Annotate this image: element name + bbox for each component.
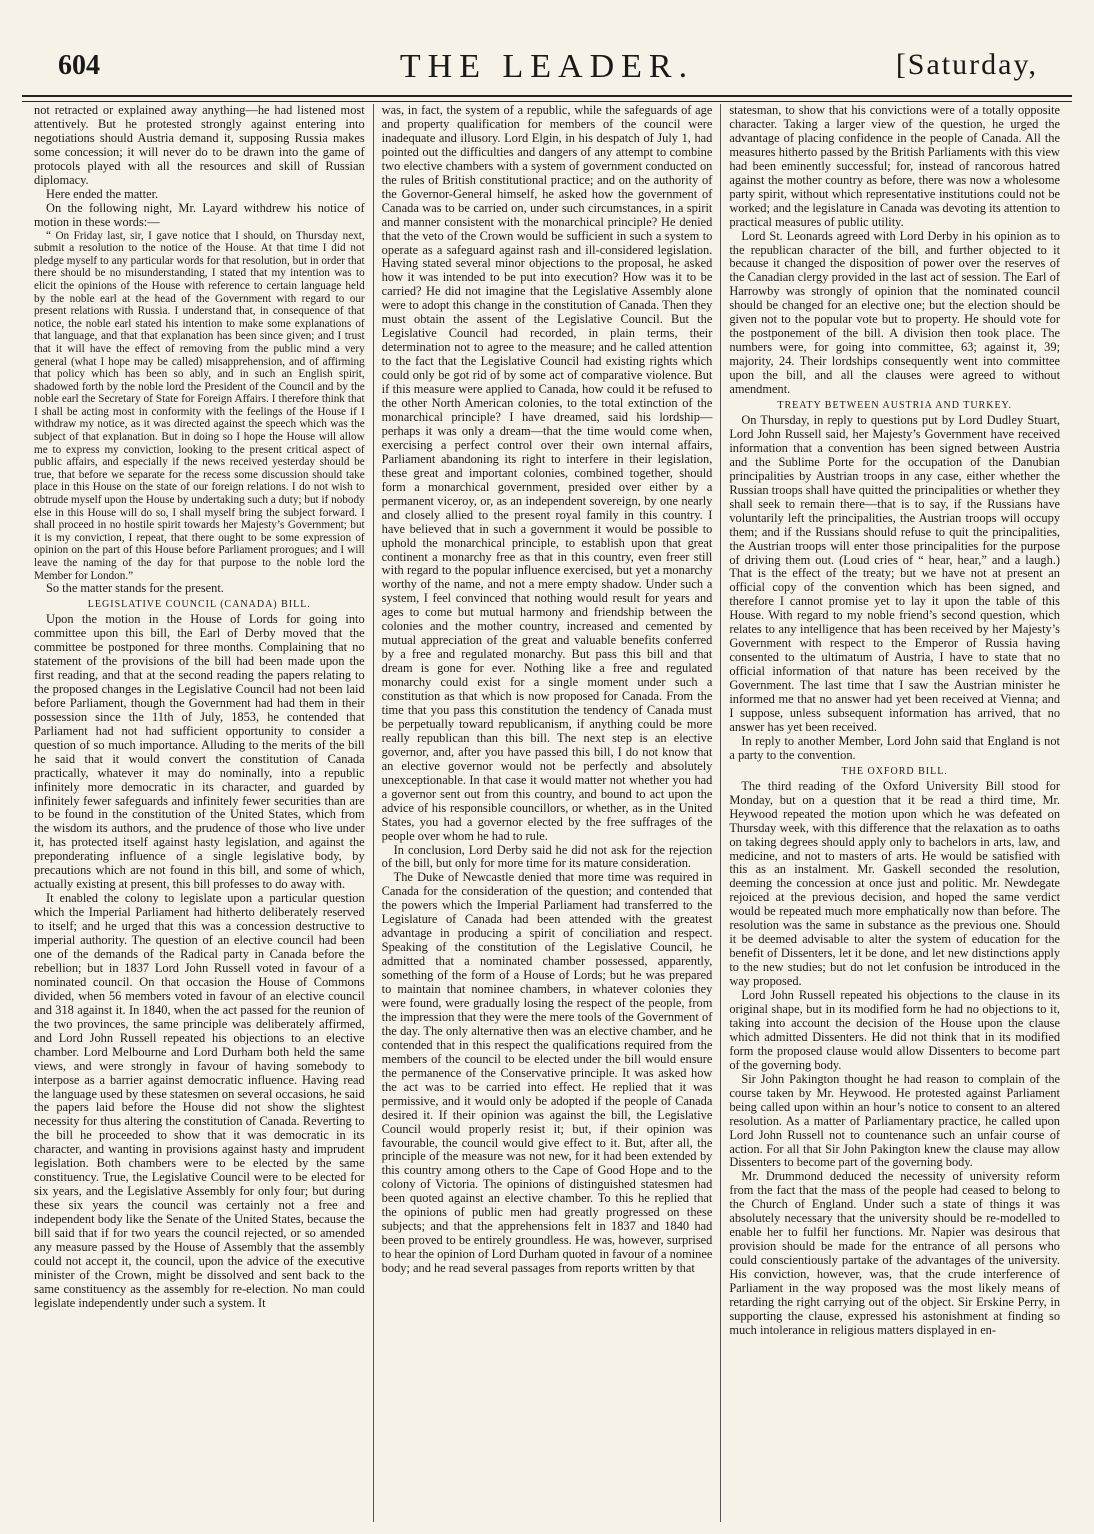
paragraph: On the following night, Mr. Layard withdrew his notice of motion in these words:— xyxy=(34,200,365,229)
paragraph: The third reading of the Oxford University Bill stood for Monday, but on a question that it be read a third time, Mr. Heywood repeated the motion upon which he was defeated on Thursday week, with this difference that the relaxation as to oaths on taking degrees should apply only to bachelors in arts, law, and medicine, and not to masters of arts. He would be satisfied with this as an instalment. Mr. Gaskell seconded the resolution, deeming the concession at once just and politic. Mr. Newdegate rejoiced at the previous decision, and hoped the same verdict would be repeated much more emphatically now than before. The resolution was the same in substance as the previous one. Should it be deemed advisable to alter the system of education for the benefit of Dissenters, let it be done, and let new distinctions apply to the new studies; but do not let confusion be introduced in the way proposed. xyxy=(729,778,1061,989)
header-rule xyxy=(22,95,1072,102)
paragraph: Sir John Pakington thought he had reason to complain of the course taken by Mr. Heywood. He protested against Parliament being called upon within an hour’s notice to consent to an altered resolution. As a matter of Parliamentary practice, he called upon Lord John Russell not to countenance such an unfair course of action. For all that Sir John Pakington knew the clause may allow Dissenters to become part of the governing body. xyxy=(729,1071,1061,1170)
paragraph: So the matter stands for the present. xyxy=(46,581,224,596)
paragraph: On Thursday, in reply to questions put by Lord Dudley Stuart, Lord John Russell said, her Majesty’s Government have received information that a convention has been signed between Austria and the Sublime Porte for the occupation of the Danubian principalities by Austrian troops in any case, either whether the Russian troops shall have quitted the principalities or whether they shall seek to remain there—that is to say, if the Russians have voluntarily left the principalities, the Austrian troops will occupy them; and if the Russians should refuse to quit the principalities, the Austrian troops will enter those principalities for the purpose of driving them out. (Loud cries of “ hear, hear,” and a laugh.) That is the effect of the treaty; but we have not at present an official copy of the convention which has been signed, and therefore I cannot promise yet to lay it upon the table of this House. With regard to my noble friend’s second question, which relates to any intelligence that has been received by her Majesty’s Government with respect to the Emperor of Russia having consented to the ultimatum of Austria, I have to state that no official information of that nature has been received by the Government. The last time that I saw the Austrian minister he informed me that no answer had yet been received at Vienna; and I suppose, unless subsequent information has arrived, that no answer has yet been received. xyxy=(729,412,1061,734)
paragraph: Mr. Drummond deduced the necessity of university reform from the fact that the mass of the people had ceased to belong to the Church of England. Under such a state of things it was absolutely necessary that the university should be re-modelled to enable her to fulfil her functions. Mr. Napier was desirous that provision should be made for the entrance of all persons who could conscientiously partake of the advantages of the university. His conviction, however, was, that the crude interference of Parliament in the way proposed was the most likely means of retarding the right carrying out of the object. Sir Erskine Perry, in supporting the clause, expressed his astonishment at finding so much intolerance in religious matters displayed in en- xyxy=(729,1169,1061,1337)
paragraph: Upon the motion in the House of Lords for going into committee upon this bill, the Earl of Derby moved that the committee be postponed for three months. Complaining that no statement of the provisions of the bill had been made upon the first reading, and that at the second reading the papers relating to the proposed changes in the Legislative Council had not been laid before Parliament, though the Government had had them in their possession since the 11th of July, 1853, he contended that Parliament had not had sufficient opportunity to consider a question of so much importance. Alluding to the merits of the bill he said that it would convert the constitution of Canada practically, whatever it may do nominally, into a republic infinitely more democratic in its character, and guarded by infinitely fewer safeguards and infinitely fewer securities than are to be found in the constitution of the United States, which from the wisdom its authors, and the prudence of those who live under it, has protected itself against hasty legislation, and against the preponderating influence of a single legislative body, by precautions which are not found in this bill, and some of which, actually existing at present, this bill professes to do away with. xyxy=(34,612,365,892)
section-heading: LEGISLATIVE COUNCIL (CANADA) BILL. xyxy=(87,599,311,611)
section-heading: THE OXFORD BILL. xyxy=(841,765,948,777)
article-columns xyxy=(26,104,1068,1522)
page-number: 604 xyxy=(58,50,100,81)
paragraph: Here ended the matter. xyxy=(46,186,159,201)
column-2 xyxy=(373,104,721,1522)
paragraph: Lord John Russell repeated his objections to the clause in its original shape, but in its modified form he had no objections to it, taking into account the decision of the House upon the clause which admitted Dissenters. He did not think that in its modified form the proposed clause would allow Dissenters to become part of the governing body. xyxy=(729,988,1061,1072)
quoted-speech: “ On Friday last, sir, I gave notice that I should, on Thursday next, submit a resolution to the notice of the House. At that time I did not pledge myself to any particular words for that resolution, but in order that there should be no misunderstanding, I stated that my intention was to elicit the opinions of the House with reference to certain language held by the noble earl at the head of the Government with regard to our present relations with Russia. I understand that, in consequence of that notice, the noble earl stated his intention to make some explanations of that language, and that that explanation has been since given; and I trust that it will have the effect of removing from the public mind a very general (what I hope may be called) misapprehension, and of affirming that policy which has been so ably, and in such an English spirit, shadowed forth by the noble lord the President of the Council and by the noble earl the Secretary of State for Foreign Affairs. I therefore think that I shall be acting most in conformity with the feelings of the House if I withdraw my notice, as it was directed against the speech which was the subject of that explanation. But in doing so I hope the House will allow me to express my conviction, looking to the present critical aspect of public affairs, and especially if the news received yesterday should be true, that before we separate for the recess some discussion should take place in this House on the state of our foreign relations. I do not wish to obtrude myself upon the House by undertaking such a duty; but if nobody else in this House will do so, I shall myself bring the subject forward. I shall proceed in no hostile spirit towards her Majesty’s Government; but it is my conviction, I repeat, that there ought to be some expression of opinion on the part of this House before Parliament prorogues; and I will leave the naming of the day for that purpose to the noble lord the Member for London.” xyxy=(34,229,365,582)
paragraph: not retracted or explained away anything—he had listened most attentively. But he protested strongly against entering into negotiations should Austria demand it, supposing Russia makes some concession; it will never do to be drawn into the game of protocols played with all the resources and skill of Russian diplomacy. xyxy=(34,104,365,187)
masthead xyxy=(26,0,1068,85)
column-3 xyxy=(720,104,1068,1522)
paragraph: It enabled the colony to legislate upon a particular question which the Imperial Parliament had hitherto deliberately reserved to itself; and he urged that this was a concession destructive to imperial authority. The question of an elective council had been one of the demands of the Radical party in Canada before the rebellion; but in 1837 Lord John Russell voted in favour of a nominated council. On that occasion the House of Commons divided, when 56 members voted in favour of an elective council and 318 against it. In 1840, when the act passed for the reunion of the two provinces, the same principle was deliberately affirmed, and Lord John Russell repeated his objections to an elective chamber. Lord Melbourne and Lord Durham both held the same views, and were strongly in favour of having somebody to interpose as a barrier against democratic influence. Having read the language used by these statesmen on several occasions, he said the papers laid before the House did not show the slightest necessity for thus altering the constitution of Canada. Reverting to the bill he proceeded to show that it was democratic in its character, and wanting in provisions against hasty and imprudent legislation. Both chambers were to be elected by the same constituency. True, the Legislative Council were to be elected for six years, and the Legislative Assembly for only four; but during these six years the council was certainly not a free and independent body like the Senate of the United States, because the bill said that if for two years the council rejected, or so amended any measure passed by the House of Assembly that the assembly could not accept it, the council, upon the advice of the executive minister of the Crown, might be dissolved and sent back to the same constituency as the assembly for re-election. No man could legislate independently under such a system. It xyxy=(34,891,365,1310)
paragraph: was, in fact, the system of a republic, while the safeguards of age and property qualification for members of the council were inadequate and illusory. Lord Elgin, in his despatch of July 1, had pointed out the difficulties and dangers of any attempt to combine two elective chambers with a system of government conducted on the rules of British constitutional practice; and on the authority of the Governor-General himself, he asked how the government of Canada was to be carried on, under such circumstances, in a spirit and manner consistent with the monarchical principle? He denied that the veto of the Crown would be sufficient in such a system to operate as a safeguard against rash and ill-considered legislation. Having stated several minor objections to the proposal, he asked how it was intended to be put into execution? How was it to be carried? He did not imagine that the Legislative Assembly alone were to adopt this change in the constitution of Canada. Then they must obtain the assent of the Legislative Council. But the Legislative Council had recorded, in plain terms, their determination not to agree to the measure; and he called attention to the fact that the Legislative Council had existing rights which could only be got rid of by some act of comparative violence. But if this measure were applied to Canada, how could it be refused to the other North American colonies, to the total extinction of the monarchical principle? I have dreamed, said his lordship—perhaps it was only a dream—that the time would come when, exercising a perfect control over their own internal affairs, Parliament abandoning its right to interfere in their legislation, these great and important colonies, combined together, should form a monarchical government, presided over either by a permanent viceroy, or, as an independent sovereign, by one nearly and closely allied to the present royal family in this country. I have believed that in such a government it would be possible to uphold the monarchical principle, to establish upon that great continent a monarchy free as that in this country, even freer still with regard to the popular influence exercised, but yet a monarchy worthy of the name, and not a mere empty shadow. Under such a system, I feel convinced that nothing would result for years and ages to come but mutual harmony and friendship between the colonies and the mother country, increased and cemented by mutual appreciation of the great and valuable benefits conferred by a free and regulated monarchy. But pass this bill and that dream is gone for ever. Nothing like a free and regulated monarchy could exist for a single moment under such a constitution as that which is now proposed for Canada. From the time that you pass this constitution the tendency of Canada must be perpetually toward republicanism, if anything could be more really republican than this bill. The next step is an elective governor, and, after you have passed this bill, I do not know that an elective governor would not be perfectly and absolutely unexceptionable. In that case it would matter not whether you had a governor sent out from this country, and bound to act upon the advice of his responsible councillors, or whether, as in the United States, you had a governor elected by the free suffrages of the people over whom he had to rule. xyxy=(381,104,713,843)
issue-day: [Saturday, xyxy=(895,48,1038,81)
column-1 xyxy=(26,104,373,1522)
newspaper-title: THE LEADER. xyxy=(399,48,695,85)
paragraph: The Duke of Newcastle denied that more time was required in Canada for the consideration of the question; and contended that the powers which the Imperial Parliament had transferred to the Legislature of Canada had been attended with the greatest advantage in producing a spirit of conciliation and respect. Speaking of the constitution of the Legislative Council, he admitted that a nominated chamber possessed, apparently, something of the form of a House of Lords; but he was prepared to maintain that nominee chambers, in whatever colonies they were found, were gradually losing the respect of the people, from the impression that they were the mere tools of the Government of the day. The only alternative then was an elective chamber, and he contended that in this respect the qualifications required from the members of the council to be elected under the bill would ensure the permanence of the Conservative principle. It was asked how the act was to be carried into effect. He replied that it was permissive, and it would only be adopted if the people of Canada desired it. If their opinion was against the bill, the Legislative Council would properly resist it; but, if their opinion was favourable, the council would give effect to it. But, after all, the principle of the measure was not new, for it had been extended by this country among others to the Cape of Good Hope and to the colony of Victoria. The opinions of distinguished statesmen had been quoted against an elective chamber. To this he replied that the opinions of public men had greatly progressed on these subjects; and that the apprehensions felt in 1837 and 1840 had been proved to be entirely groundless. He was, however, surprised to hear the opinion of Lord Durham quoted in favour of a nominee body; and he read several passages from reports written by that xyxy=(381,870,713,1276)
paragraph: In reply to another Member, Lord John said that England is not a party to the convention. xyxy=(729,733,1061,762)
paragraph: In conclusion, Lord Derby said he did not ask for the rejection of the bill, but only for more time for its mature consideration. xyxy=(381,842,713,871)
paragraph: Lord St. Leonards agreed with Lord Derby in his opinion as to the republican character of the bill, and further objected to it because it changed the disposition of power over the reserves of the Canadian clergy provided in the last act of session. The Earl of Harrowby was strongly of opinion that the nominated council should be changed for an elective one; but the election should be given not to the popular vote but to property. He should vote for the postponement of the bill. A division then took place. The numbers were, for going into committee, 63; against it, 39; majority, 24. Their lordships consequently went into committee upon the bill, and all the clauses were agreed to without amendment. xyxy=(729,228,1061,397)
section-heading: TREATY BETWEEN AUSTRIA AND TURKEY. xyxy=(777,400,1012,412)
paragraph: statesman, to show that his convictions were of a totally opposite character. Taking a larger view of the question, he urged the advantage of placing confidence in the people of Canada. All the measures hitherto passed by the British Parliaments with this view had been eminently successful; for, instead of rancorous hatred against the mother country as before, there was now a wholesome party spirit, without which representative institutions could not be worked; and the legislature in Canada was devoting its attention to practical measures of public utility. xyxy=(729,104,1061,229)
